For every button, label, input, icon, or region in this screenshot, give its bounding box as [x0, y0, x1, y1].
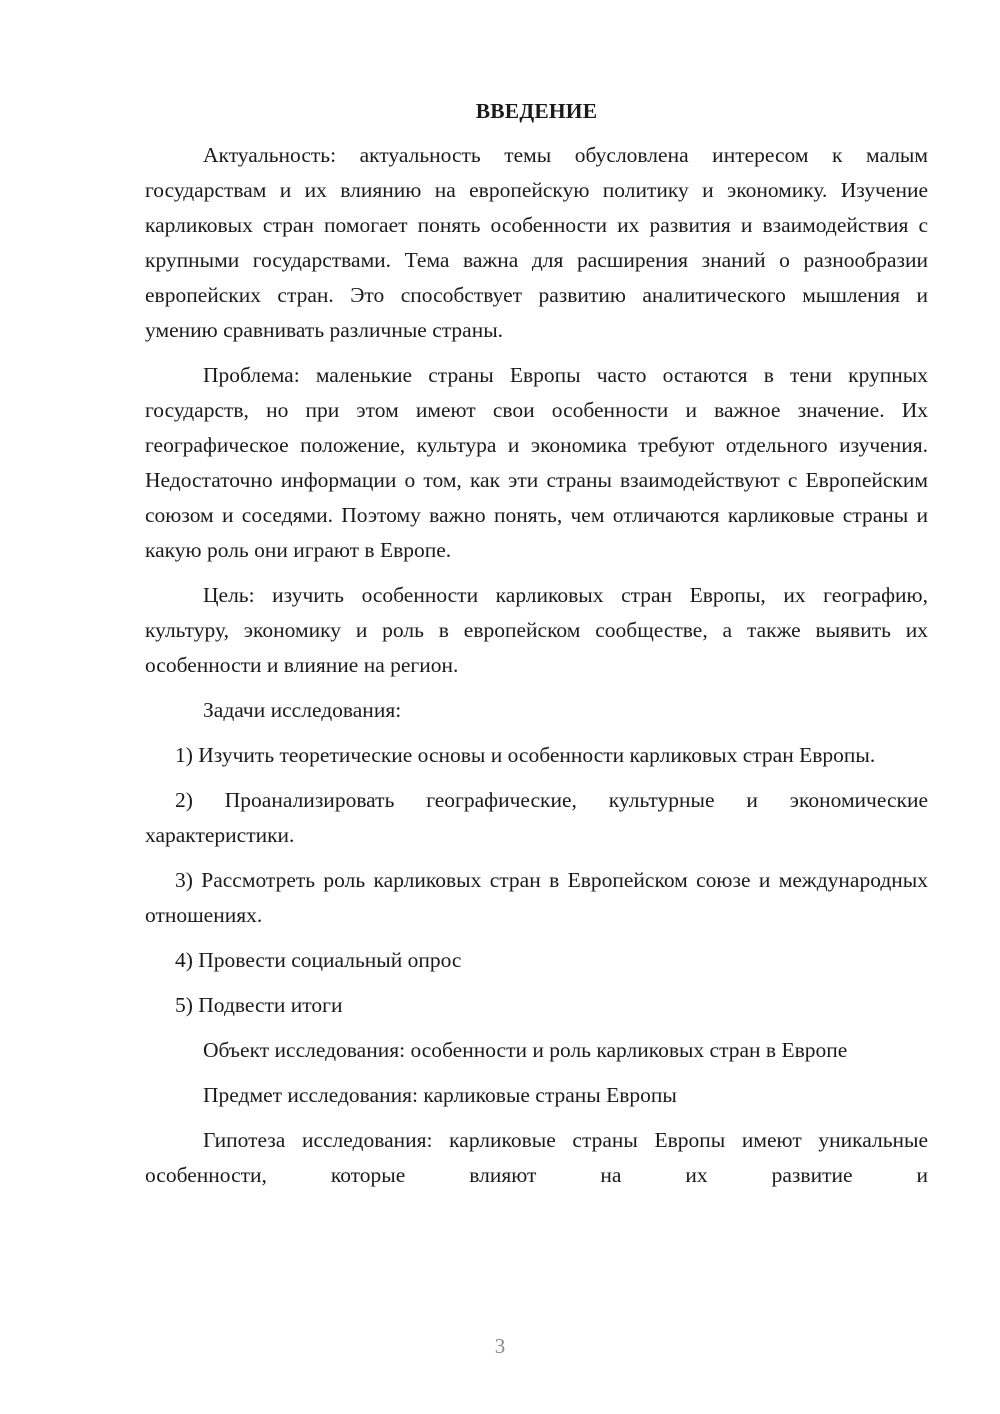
task-item-4: 4) Провести социальный опрос [175, 948, 462, 972]
document-page [145, 96, 928, 1203]
page-title: ВВЕДЕНИЕ [475, 99, 598, 123]
problem-paragraph: Проблема: маленькие страны Европы часто остаются в тени крупных государств, но при этом имеют свои особенности и важное значение. Их географическое положение, культура и экономика требуют отдельного изучения. Недостаточно информации о том, как эти страны взаимодействуют с Европейским союзом и соседями. Поэтому важно понять, чем отличаются карликовые страны и какую роль они играют в Европе. [145, 363, 928, 562]
relevance-paragraph: Актуальность: актуальность темы обусловлена интересом к малым государствам и их влиянию на европейскую политику и экономику. Изучение карликовых стран помогает понять особенности их развития и взаимодействия с крупными государствами. Тема важна для расширения знаний о разнообразии европейских стран. Это способствует развитию аналитического мышления и умению сравнивать различные страны. [145, 143, 928, 342]
task-item-3: 3) Рассмотреть роль карликовых стран в Европейском союзе и международных отношениях. [145, 868, 928, 927]
tasks-heading: Задачи исследования: [203, 698, 402, 722]
subject-paragraph: Предмет исследования: карликовые страны Европы [203, 1083, 677, 1107]
task-item-1: 1) Изучить теоретические основы и особенности карликовых стран Европы. [175, 743, 876, 767]
hypothesis-paragraph: Гипотеза исследования: карликовые страны Европы имеют уникальные особенности, которые влияют на их развитие и [145, 1128, 928, 1187]
page-number: 3 [494, 1334, 506, 1358]
task-item-5: 5) Подвести итоги [175, 993, 343, 1017]
task-item-2: 2) Проанализировать географические, культурные и экономические характеристики. [145, 788, 928, 847]
goal-paragraph: Цель: изучить особенности карликовых стран Европы, их географию, культуру, экономику и роль в европейском сообществе, а также выявить их особенности и влияние на регион. [145, 583, 928, 677]
object-paragraph: Объект исследования: особенности и роль карликовых стран в Европе [203, 1038, 848, 1062]
